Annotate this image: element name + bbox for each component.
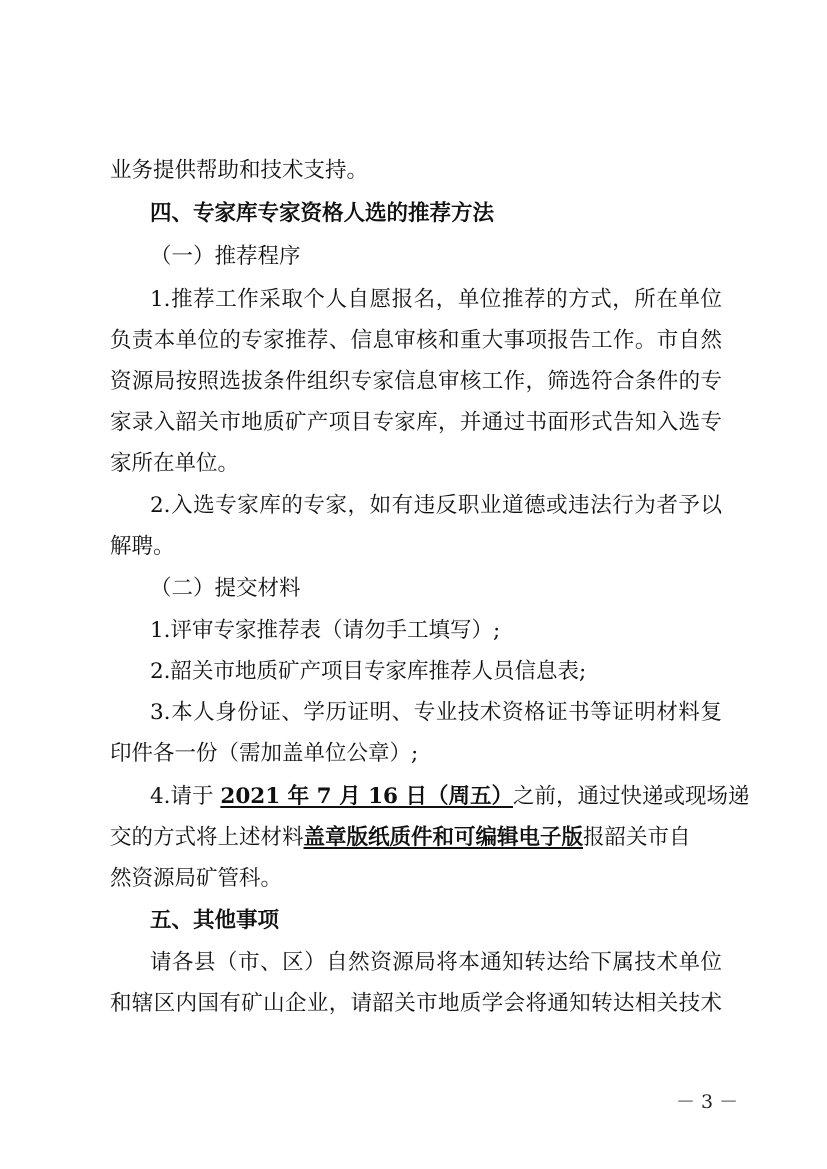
paragraph-line: 负责本单位的专家推荐、信息审核和重大事项报告工作。市自然 [110, 328, 722, 353]
material-item-2: 2.韶关市地质矿产项目专家库推荐人员信息表; [150, 659, 587, 684]
submission-format: 盖章版纸质件和可编辑电子版 [303, 825, 584, 850]
text-span: 交的方式将上述材料 [110, 825, 304, 850]
paragraph-line: 家录入韶关市地质矿产项目专家库，并通过书面形式告知入选专 [110, 410, 722, 435]
paragraph-line: 和辖区内国有矿山企业，请韶关市地质学会将通知转达相关技术 [110, 991, 722, 1016]
subsection-heading-1: （一）推荐程序 [150, 244, 301, 269]
material-item-4 [150, 786, 750, 808]
text-span: 之前，通过快递或现场递 [513, 784, 750, 809]
subsection-heading-2: （二）提交材料 [150, 576, 301, 601]
paragraph-line: 2.入选专家库的专家，如有违反职业道德或违法行为者予以 [150, 493, 722, 518]
material-item-3: 3.本人身份证、学历证明、专业技术资格证书等证明材料复 [150, 700, 722, 725]
material-item-1: 1.评审专家推荐表（请勿手工填写）; [150, 618, 501, 643]
paragraph-line: 请各县（市、区）自然资源局将本通知转达给下属技术单位 [150, 950, 722, 975]
text-span: 报韶关市自 [583, 825, 691, 850]
paragraph-line: 印件各一份（需加盖单位公章）; [110, 741, 419, 766]
deadline-date: 2021 年 7 月 16 日（周五） [220, 784, 514, 809]
paragraph-line: 业务提供帮助和技术支持。 [110, 158, 369, 183]
paragraph-line: 家所在单位。 [110, 451, 240, 476]
paragraph-line: 资源局按照选拔条件组织专家信息审核工作，筛选符合条件的专 [110, 369, 722, 394]
paragraph-line: 1.推荐工作采取个人自愿报名，单位推荐的方式，所在单位 [150, 287, 722, 312]
section-heading-4: 四、专家库专家资格人选的推荐方法 [150, 201, 495, 226]
text-span: 4.请于 [150, 784, 221, 809]
paragraph-line: 解聘。 [110, 534, 175, 559]
section-heading-5: 五、其他事项 [150, 908, 280, 933]
paragraph-line [110, 827, 691, 849]
page-number: － 3 － [676, 1091, 739, 1113]
paragraph-line: 然资源局矿管科。 [110, 866, 283, 891]
